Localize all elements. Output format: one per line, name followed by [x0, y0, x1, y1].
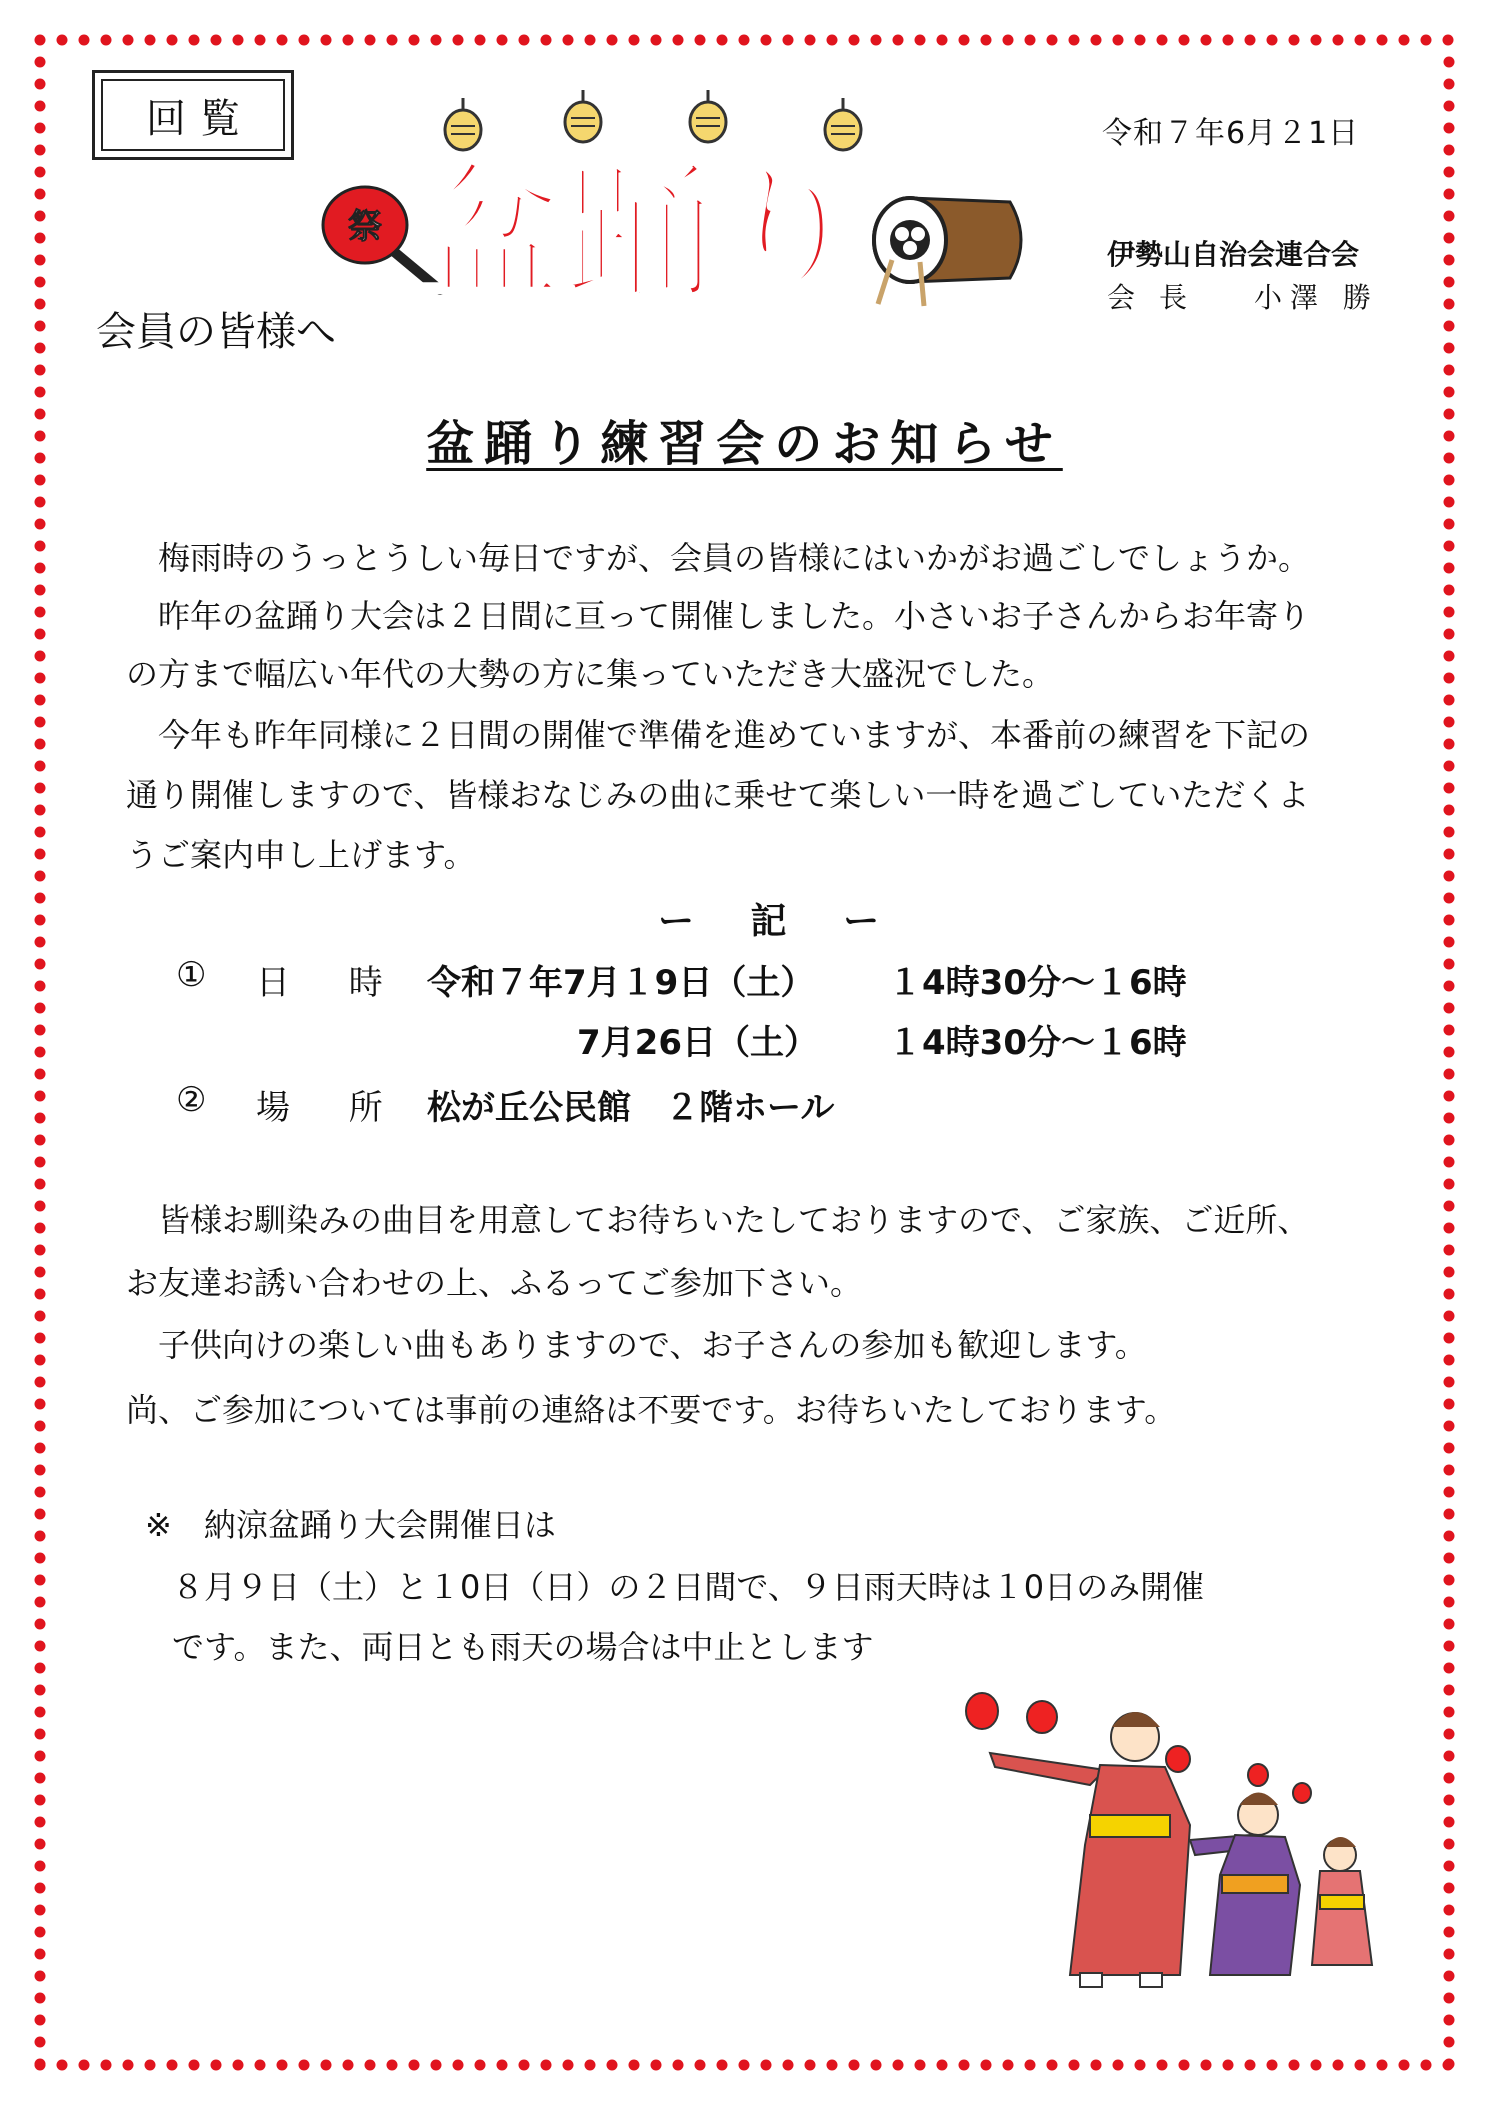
lantern-icon — [445, 98, 481, 150]
lantern-icon — [825, 98, 861, 150]
datetime-label: 日 時 — [256, 963, 407, 1003]
closing-line: 尚、ご参加については事前の連絡は不要です。お待ちいたしております。 — [126, 1391, 1177, 1429]
festival-note-line: です。また、両日とも雨天の場合は中止とします — [172, 1628, 874, 1666]
practice-date-2: 7月26日（土） — [577, 1023, 818, 1063]
practice-date-1: 令和７年7月１9日（土） — [427, 963, 815, 1003]
fan-character: 祭 — [348, 207, 382, 247]
festival-note-line: ８月９日（土）と１0日（日）の２日間で、９日雨天時は１0日のみ開催 — [172, 1568, 1205, 1606]
intro-line: の方まで幅広い年代の大勢の方に集っていただき大盛況でした。 — [126, 655, 1055, 693]
closing-line: 皆様お馴染みの曲目を用意してお待ちいたしておりますので、ご家族、ご近所、 — [158, 1201, 1310, 1239]
red-lantern-icon — [1166, 1746, 1190, 1772]
practice-time-1: １4時30分～１6時 — [888, 963, 1187, 1003]
red-lantern-icon — [966, 1693, 998, 1729]
festival-note-heading: ※ 納涼盆踊り大会開催日は — [145, 1506, 556, 1544]
intro-line: 梅雨時のうっとうしい毎日ですが、会員の皆様にはいかがお過ごしでしょうか。 — [158, 539, 1311, 577]
dancer-figure — [1190, 1793, 1300, 1976]
red-lantern-icon — [1248, 1764, 1268, 1786]
issue-date: 令和７年6月２1日 — [1102, 116, 1360, 151]
child-dancer-figure — [1312, 1837, 1372, 1965]
intro-line: 昨年の盆踊り大会は２日間に亘って開催しました。小さいお子さんからお年寄り — [158, 597, 1311, 635]
red-lantern-icon — [1027, 1701, 1057, 1733]
item-number: ② — [176, 1080, 207, 1120]
president-title: 会長 — [1107, 281, 1212, 314]
intro-line: 通り開催しますので、皆様おなじみの曲に乗せて楽しい一時を過ごしていただくよ — [126, 776, 1310, 814]
lantern-icon — [565, 90, 601, 142]
bon-odori-banner — [320, 90, 1040, 320]
ki-heading: ー 記 ー — [658, 901, 902, 942]
banner-title: 盆踊り — [414, 147, 866, 320]
notice-title: 盆踊り練習会のお知らせ — [426, 416, 1063, 472]
practice-venue: 松が丘公民館 ２階ホール — [427, 1088, 835, 1128]
woman-dancer-figure — [990, 1712, 1190, 1987]
place-label: 場 所 — [256, 1088, 407, 1128]
circulation-box — [92, 70, 294, 160]
intro-line: うご案内申し上げます。 — [126, 836, 476, 874]
dancers-illustration — [940, 1675, 1400, 2015]
president-name: 小澤 勝 — [1254, 281, 1379, 314]
addressee: 会員の皆様へ — [96, 309, 336, 355]
lantern-icon — [690, 90, 726, 142]
closing-line: 子供向けの楽しい曲もありますので、お子さんの参加も歓迎します。 — [158, 1326, 1147, 1364]
closing-line: お友達お誘い合わせの上、ふるってご参加下さい。 — [126, 1264, 863, 1302]
organization-name: 伊勢山自治会連合会 — [1107, 238, 1360, 271]
taiko-drum-icon — [874, 198, 1021, 306]
circulation-label: 回覧 — [101, 79, 285, 151]
item-number: ① — [176, 955, 207, 995]
red-lantern-icon — [1293, 1783, 1311, 1803]
intro-line: 今年も昨年同様に２日間の開催で準備を進めていますが、本番前の練習を下記の — [158, 716, 1311, 754]
practice-time-2: １4時30分～１6時 — [888, 1023, 1187, 1063]
